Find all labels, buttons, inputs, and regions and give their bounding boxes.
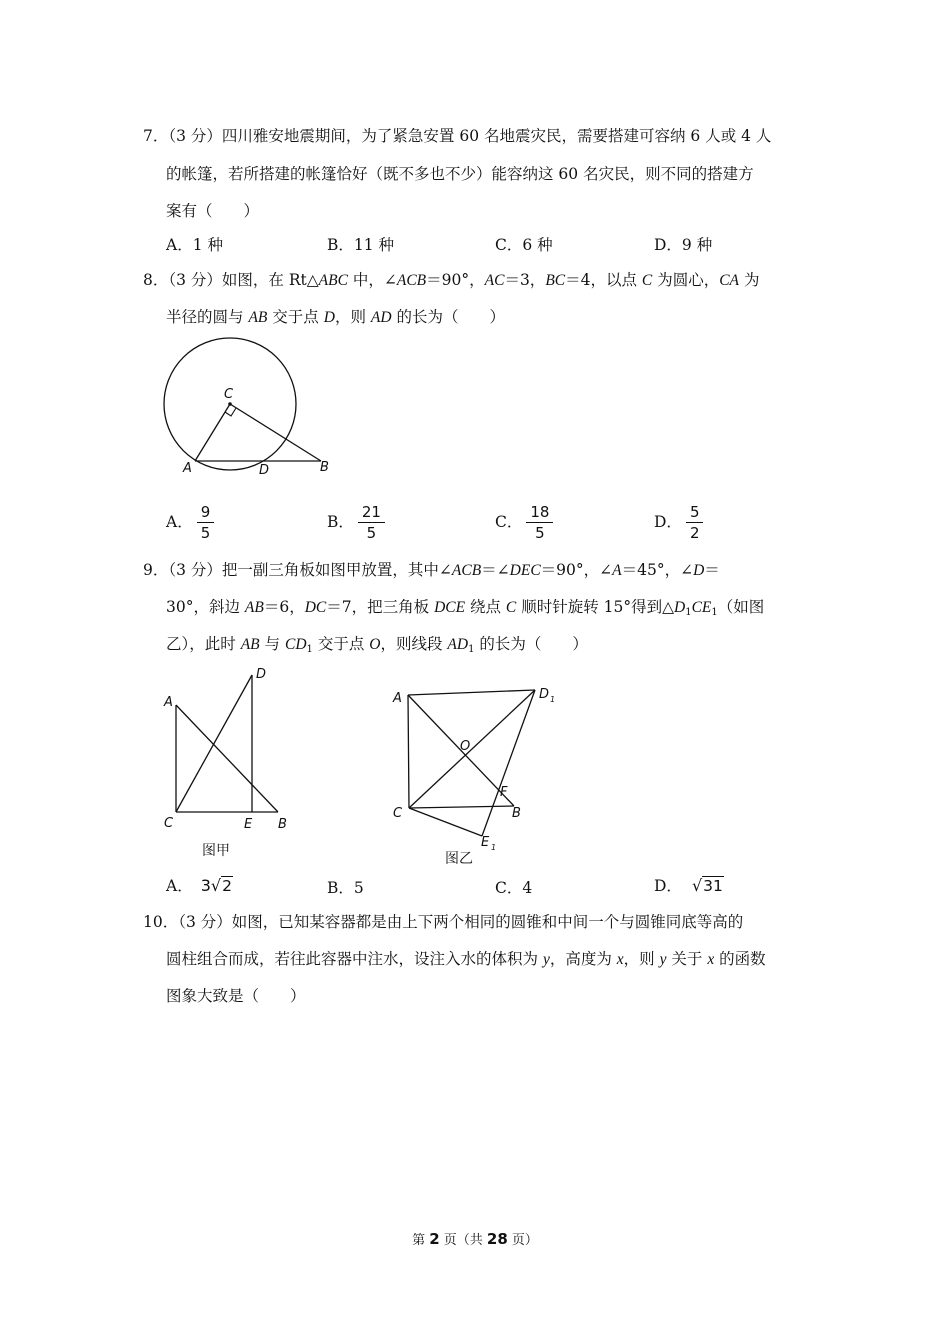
q10-line-3: 图象大致是（ ）	[166, 987, 306, 1005]
q7-option-b: B．11 种	[327, 236, 395, 254]
fig1-label-c: C	[164, 816, 174, 831]
page-footer: 第 2 页（共 28 页）	[412, 1230, 538, 1248]
label-b: B	[320, 460, 329, 475]
fig1-label-a: A	[164, 695, 173, 710]
q8-option-a: A． $\frac{9}{5}$	[166, 500, 212, 544]
page-total: 28	[486, 1230, 508, 1248]
q9-option-d: D． √31	[654, 876, 723, 895]
fig2-label-d1-sub: 1	[550, 695, 556, 704]
q7-line-1: 7．（3 分）四川雅安地震期间，为了紧急安置 60 名地震灾民，需要搭建可容纳 6 人或 4 人	[143, 127, 772, 145]
q10-line-2: 圆柱组合而成，若往此容器中注水，设注入水的体积为 y，高度为 x，则 y 关于 x 的函数	[166, 950, 766, 968]
q7-line-2: 的帐篷，若所搭建的帐篷恰好（既不多也不少）能容纳这 60 名灾民，则不同的搭建方	[166, 165, 754, 183]
q8-option-c: C． $\frac{18}{5}$	[495, 500, 551, 544]
fig2-label-d1: D	[539, 687, 550, 702]
fig2-label-e1: E	[481, 835, 490, 850]
q9-figure-jia	[158, 660, 298, 865]
fig1-caption: 图甲	[202, 843, 230, 859]
label-a: A	[183, 461, 192, 476]
q9-figure-yi	[385, 680, 575, 870]
fig1-label-d: D	[256, 667, 267, 682]
q10-line-1: 10．（3 分）如图，已知某容器都是由上下两个相同的圆锥和中间一个与圆锥同底等高的	[143, 913, 744, 931]
fig1-label-e: E	[244, 817, 253, 832]
q8-option-d: D． $\frac{5}{2}$	[654, 500, 701, 544]
fig2-label-e1-sub: 1	[491, 843, 497, 852]
page-number: 2	[429, 1230, 440, 1248]
label-d: D	[259, 463, 270, 478]
q9-option-b: B．5	[327, 879, 364, 897]
q7-option-a: A．1 种	[166, 236, 223, 254]
q9-option-a: A． 3√2	[166, 876, 232, 895]
fig2-label-b: B	[512, 806, 521, 821]
fig2-label-a: A	[393, 691, 402, 706]
fig2-label-o: O	[460, 739, 471, 754]
q8-figure	[158, 335, 338, 480]
q8-option-b: B． $\frac{21}{5}$	[327, 500, 383, 544]
q7-option-c: C．6 种	[495, 236, 553, 254]
q9-option-c: C．4	[495, 879, 533, 897]
fig2-label-f: F	[500, 785, 508, 800]
q8-line-1: 8．（3 分）如图，在 Rt△ABC 中，∠ACB＝90°，AC＝3，BC＝4，以点 C 为圆心，CA 为	[143, 271, 760, 289]
q7-option-d: D．9 种	[654, 236, 713, 254]
q7-line-3: 案有（ ）	[166, 202, 260, 220]
q9-line-2: 30°，斜边 AB＝6，DC＝7，把三角板 DCE 绕点 C 顺时针旋转 15°得到$\triangle D_1CE_1$（如图	[166, 598, 765, 618]
fig2-caption: 图乙	[445, 851, 473, 867]
label-c: C	[224, 387, 234, 402]
q8-line-2: 半径的圆与 AB 交于点 D，则 AD 的长为（ ）	[166, 308, 505, 326]
fig2-label-c: C	[393, 806, 403, 821]
q9-line-3: 乙），此时 AB 与 $CD_1$ 交于点 O，则线段 $AD_1$ 的长为（ ）	[166, 635, 588, 655]
q9-line-1: 9．（3 分）把一副三角板如图甲放置，其中∠ACB＝∠DEC＝90°，∠A＝45°，∠D＝	[143, 561, 720, 579]
fig1-label-b: B	[278, 817, 287, 832]
